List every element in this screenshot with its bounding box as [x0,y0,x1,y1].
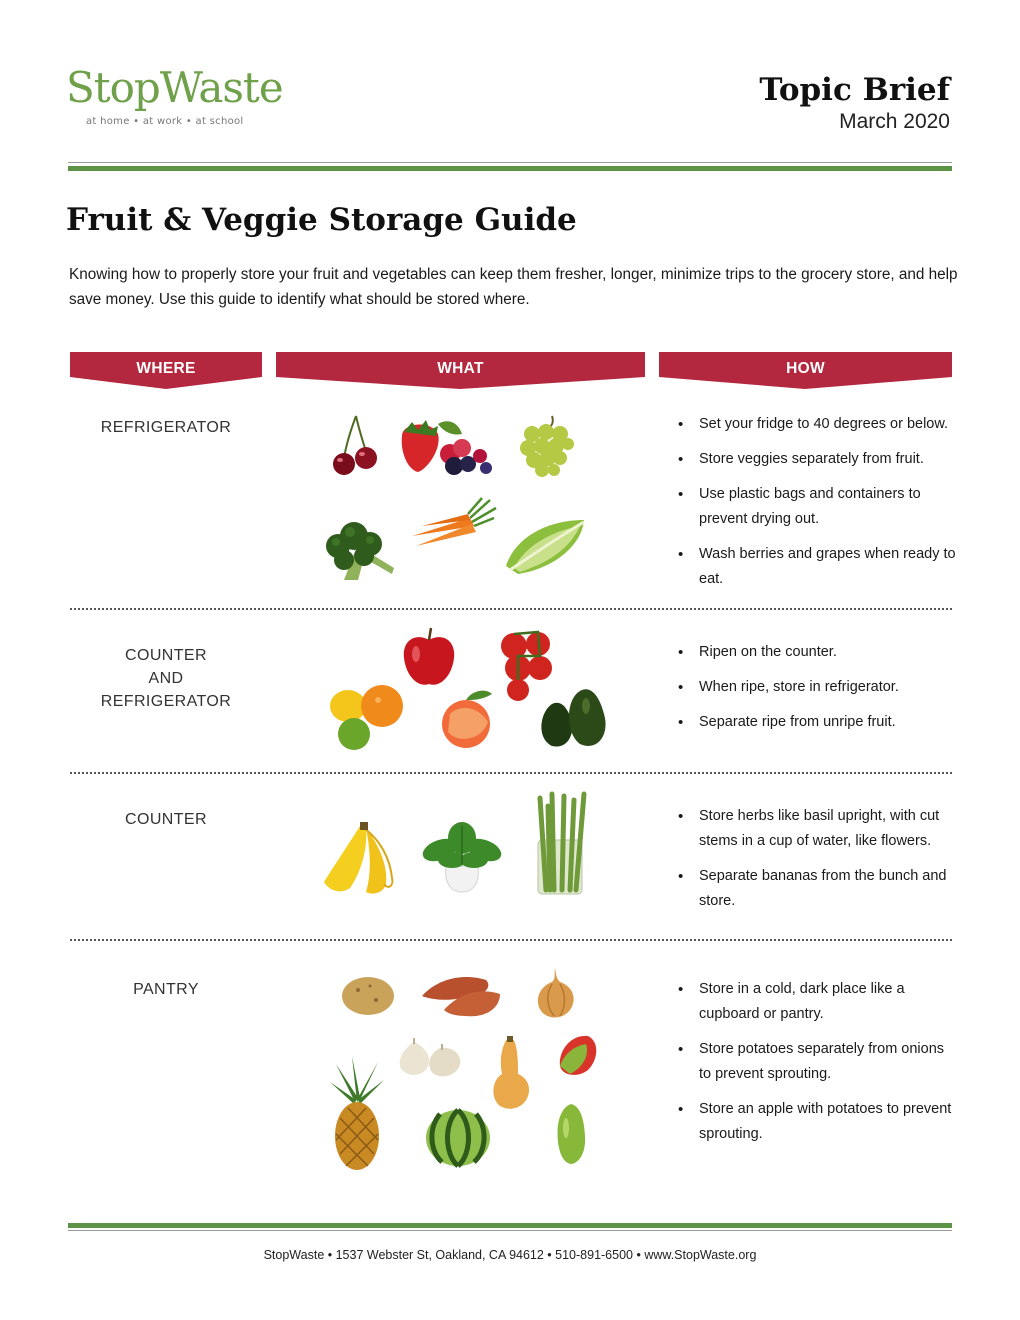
stopwaste-logo [66,63,283,136]
grapes-icon [518,414,576,480]
where-counter [68,808,264,831]
how-item: • Store veggies separately from fruit. [676,447,956,472]
how-item: • Store in a cold, dark place like a cupboard or pantry. [676,977,956,1027]
where-counter-and-refrigerator [68,644,264,713]
pineapple-icon [328,1054,386,1172]
how-item: • Wash berries and grapes when ready to eat. [676,542,956,592]
how-list-counter-and-refrigerator [676,640,956,745]
how-item: • Store an apple with potatoes to prevent sprouting. [676,1097,956,1147]
row-divider [70,939,952,941]
how-header-label: HOW [786,360,825,377]
watermelon-icon [424,1106,492,1168]
how-item: • Use plastic bags and containers to prevent drying out. [676,482,956,532]
bananas-icon [320,822,396,898]
what-header-label: WHAT [437,360,484,377]
carrots-icon [408,496,498,552]
how-list-counter [676,804,956,924]
header-rule-green [68,166,952,171]
where-label-line: REFRIGERATOR [100,693,232,710]
papaya-icon [554,1102,588,1166]
how-list-refrigerator [676,412,956,602]
where-label-line: AND [148,670,184,687]
how-column-header [659,352,952,392]
where-header-label: WHERE [136,360,196,377]
how-item: • Separate ripe from unripe fruit. [676,710,956,735]
garlic-icon [394,1036,464,1078]
topic-brief-title: Topic Brief [759,72,950,108]
peach-icon [438,688,496,750]
how-item: • Ripen on the counter. [676,640,956,665]
asparagus-icon [528,790,592,896]
header-rule-thin [68,162,952,163]
row-divider [70,608,952,610]
where-label-line: COUNTER [125,811,207,828]
cherries-icon [330,412,380,478]
where-label-line: REFRIGERATOR [100,419,232,436]
row-divider [70,772,952,774]
strawberries-berries-icon [398,414,496,478]
how-item: • Separate bananas from the bunch and store. [676,864,956,914]
where-label-line: PANTRY [133,981,199,998]
butternut-squash-icon [488,1036,532,1110]
onion-icon [532,966,578,1018]
potato-icon [340,974,396,1018]
where-pantry [68,978,264,1001]
logo-wordmark: StopWaste [66,63,283,112]
brief-date: March 2020 [839,110,950,133]
where-label-line: COUNTER [125,647,207,664]
how-item: • Store herbs like basil upright, with cut stems in a cup of water, like flowers. [676,804,956,854]
apple-icon [400,626,458,688]
page-title: Fruit & Veggie Storage Guide [66,202,577,238]
how-list-pantry [676,977,956,1157]
what-column-header [276,352,645,392]
logo-tagline: at home • at work • at school [86,116,244,127]
how-item: • When ripe, store in refrigerator. [676,675,956,700]
footer-rule-green [68,1223,952,1228]
where-refrigerator [68,416,264,439]
how-item: • Store potatoes separately from onions to prevent sprouting. [676,1037,956,1087]
basil-icon [420,820,504,894]
romaine-lettuce-icon [504,514,590,576]
citrus-icon [328,682,408,752]
sweet-potatoes-icon [420,966,502,1020]
footer-rule-thin [68,1230,952,1231]
intro-paragraph: Knowing how to properly store your fruit and vegetables can keep them fresher, longer, minimize trips to the grocery store, and help save money. Use this guide to identify what should be stored where. [69,266,958,308]
broccoli-icon [324,518,398,584]
footer-contact: StopWaste • 1537 Webster St, Oakland, CA 94612 • 510-891-6500 • www.StopWaste.org [263,1248,757,1262]
how-item: • Set your fridge to 40 degrees or below. [676,412,956,437]
mango-icon [556,1032,600,1078]
where-column-header [70,352,262,392]
avocados-icon [536,686,610,750]
